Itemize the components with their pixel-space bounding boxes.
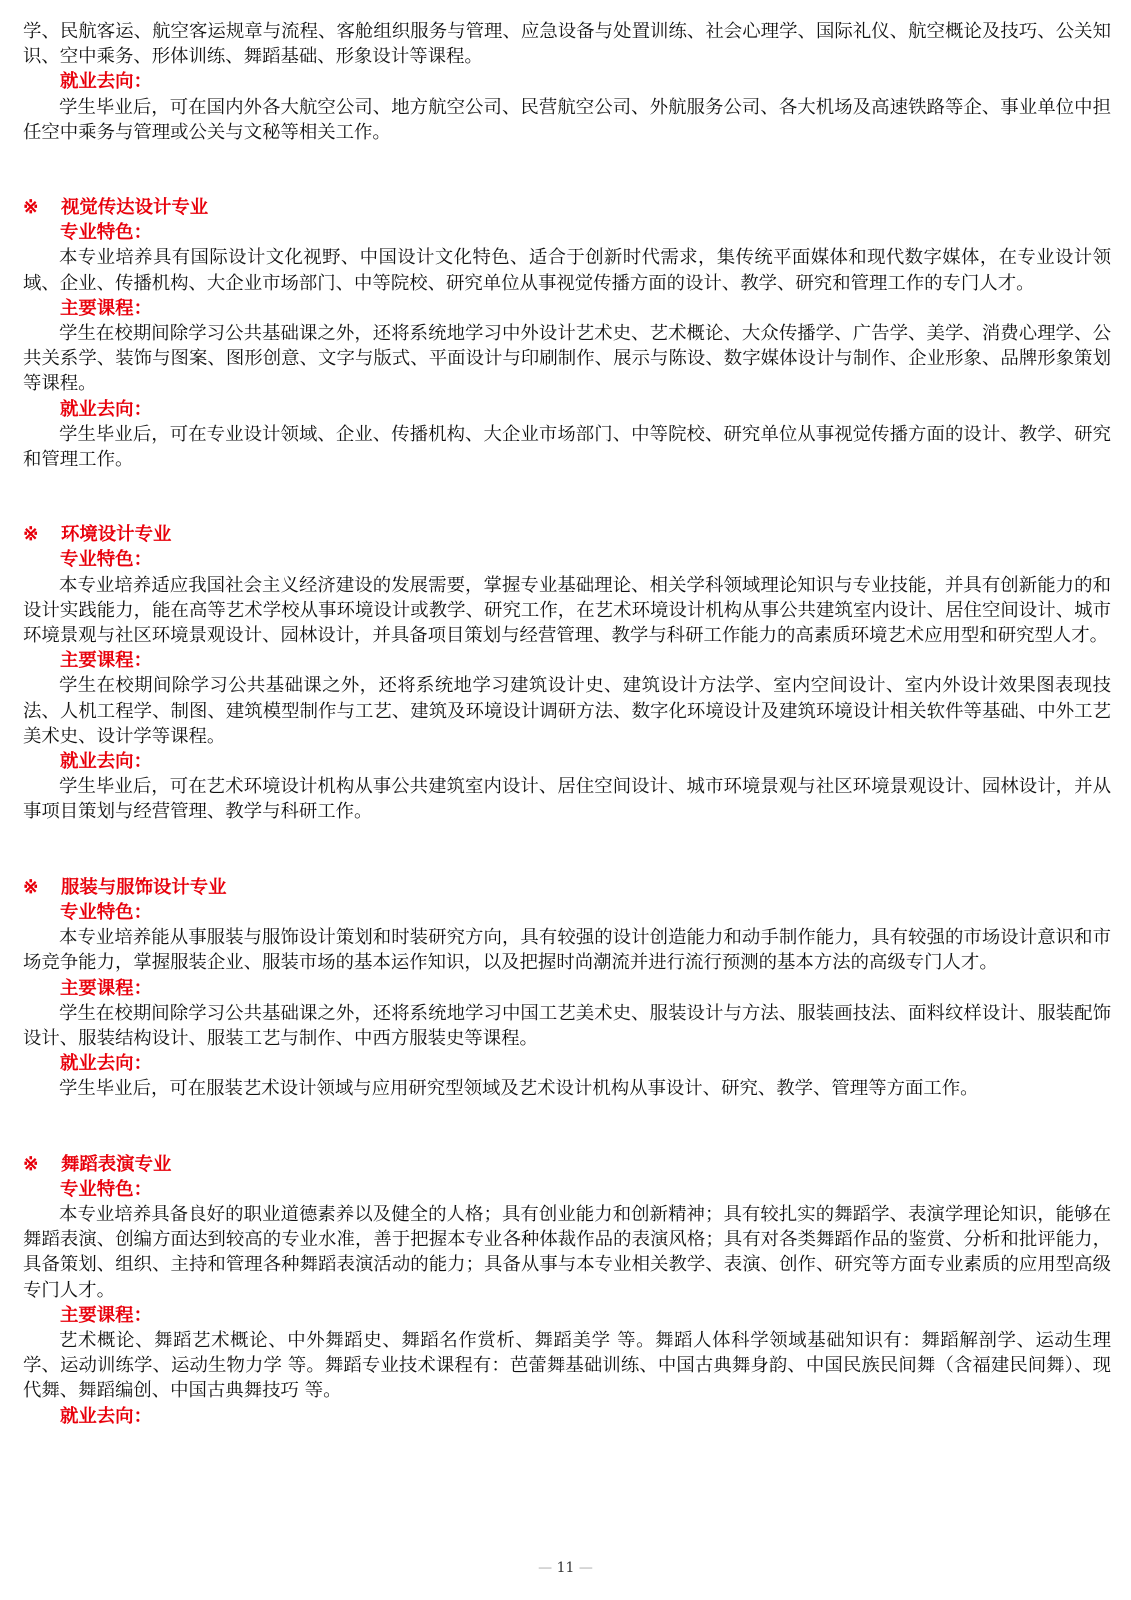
page-footer: [0, 1560, 1131, 1576]
section-environmental-design: [23, 522, 1111, 824]
section-gap: [23, 145, 1111, 195]
employment-label: 就业去向：: [60, 751, 152, 773]
section-visual-communication-design: [23, 195, 1111, 472]
employment-label: 就业去向：: [60, 1053, 152, 1075]
employment-text: 学生毕业后，可在国内外各大航空公司、地方航空公司、民营航空公司、外航服务公司、各大机场及高速铁路等企、事业单位中担任空中乘务与管理或公关与文秘等相关工作。: [23, 96, 1111, 143]
section-gap: [23, 1102, 1111, 1152]
section-title: [23, 522, 1111, 547]
courses-text: 学生在校期间除学习公共基础课之外，还将系统地学习建筑设计史、建筑设计方法学、室内空间设计、室内外设计效果图表现技法、人机工程学、制图、建筑模型制作与工艺、建筑及环境设计调研方法、数字化环境设计及建筑环境设计相关软件等基础、中外工艺美术史、设计学等课程。: [23, 675, 1111, 747]
employment-label: 就业去向：: [60, 71, 152, 93]
employment-label: 就业去向：: [60, 1405, 152, 1427]
section-title: [23, 195, 1111, 220]
courses-label: 主要课程：: [60, 297, 152, 319]
feature-text: 本专业培养具有国际设计文化视野、中国设计文化特色、适合于创新时代需求，集传统平面媒体和现代数字媒体，在专业设计领域、企业、传播机构、大企业市场部门、中等院校、研究单位从事视觉传播方面的设计、教学、研究和管理工作的专门人才。: [23, 247, 1111, 294]
section-gap: [23, 472, 1111, 522]
courses-text: 艺术概论、舞蹈艺术概论、中外舞蹈史、舞蹈名作赏析、舞蹈美学 等。舞蹈人体科学领域基础知识有：舞蹈解剖学、运动生理学、运动训练学、运动生物力学 等。舞蹈专业技术课程有：芭蕾舞基础训练、中国古典舞身韵、中国民族民间舞（含福建民间舞）、现代舞、舞蹈编创、中国古典舞技巧 等。: [23, 1329, 1111, 1402]
page-number: 11: [556, 1560, 575, 1576]
footer-dash-left: —: [538, 1560, 553, 1576]
document-page: [23, 19, 1111, 1429]
reference-mark: ※: [23, 197, 39, 219]
section-title-text: 环境设计专业: [61, 524, 172, 546]
feature-label: 专业特色：: [60, 901, 152, 923]
courses-text: 学生在校期间除学习公共基础课之外，还将系统地学习中外设计艺术史、艺术概论、大众传播学、广告学、美学、消费心理学、公共关系学、装饰与图案、图形创意、文字与版式、平面设计与印刷制作、展示与陈设、数字媒体设计与制作、企业形象、品牌形象策划等课程。: [23, 323, 1111, 395]
employment-label: 就业去向：: [60, 398, 152, 420]
section-title: [23, 875, 1111, 900]
employment-text: 学生毕业后，可在专业设计领域、企业、传播机构、大企业市场部门、中等院校、研究单位从事视觉传播方面的设计、教学、研究和管理工作。: [23, 423, 1111, 471]
section-dance-performance: [23, 1152, 1111, 1429]
feature-text: 本专业培养具备良好的职业道德素养以及健全的人格；具有创业能力和创新精神；具有较扎实的舞蹈学、表演学理论知识，能够在舞蹈表演、创编方面达到较高的专业水准，善于把握本专业各种体裁作品的表演风格；具有对各类舞蹈作品的鉴赏、分析和批评能力，具备策划、组织、主持和管理各种舞蹈表演活动的能力；具备从事与本专业相关教学、表演、创作、研究等方面专业素质的应用型高级专门人才。: [23, 1203, 1111, 1301]
feature-text: 本专业培养能从事服装与服饰设计策划和时装研究方向，具有较强的设计创造能力和动手制作能力，具有较强的市场设计意识和市场竞争能力，掌握服装企业、服装市场的基本运作知识，以及把握时尚潮流并进行流行预测的基本方法的高级专门人才。: [23, 927, 1111, 974]
feature-label: 专业特色：: [60, 222, 152, 244]
feature-label: 专业特色：: [60, 549, 152, 571]
employment-text: 学生毕业后，可在服装艺术设计领域与应用研究型领域及艺术设计机构从事设计、研究、教学、管理等方面工作。: [59, 1078, 979, 1100]
section-title-text: 服装与服饰设计专业: [61, 876, 227, 898]
courses-text: 学生在校期间除学习公共基础课之外，还将系统地学习中国工艺美术史、服装设计与方法、服装画技法、面料纹样设计、服装配饰设计、服装结构设计、服装工艺与制作、中西方服装史等课程。: [23, 1002, 1111, 1049]
section-title-text: 视觉传达设计专业: [61, 197, 209, 219]
section-title: [23, 1152, 1111, 1177]
courses-continuation: 学、民航客运、航空客运规章与流程、客舱组织服务与管理、应急设备与处置训练、社会心理学、国际礼仪、航空概论及技巧、公关知识、空中乘务、形体训练、舞蹈基础、形象设计等课程。: [23, 21, 1111, 68]
section-fashion-design: [23, 875, 1111, 1102]
employment-text: 学生毕业后，可在艺术环境设计机构从事公共建筑室内设计、居住空间设计、城市环境景观与社区环境景观设计、园林设计，并从事项目策划与经营管理、教学与科研工作。: [23, 776, 1111, 823]
courses-label: 主要课程：: [60, 650, 152, 672]
feature-label: 专业特色：: [60, 1178, 152, 1200]
reference-mark: ※: [23, 876, 39, 898]
reference-mark: ※: [23, 524, 39, 546]
courses-label: 主要课程：: [60, 1304, 152, 1326]
reference-mark: ※: [23, 1153, 39, 1175]
section-title-text: 舞蹈表演专业: [61, 1153, 172, 1175]
footer-dash-right: —: [578, 1560, 593, 1576]
feature-text: 本专业培养适应我国社会主义经济建设的发展需要，掌握专业基础理论、相关学科领域理论知识与专业技能，并具有创新能力的和设计实践能力，能在高等艺术学校从事环境设计或教学、研究工作，在艺术环境设计机构从事公共建筑室内设计、居住空间设计、城市环境景观与社区环境景观设计、园林设计，并具备项目策划与经营管理、教学与科研工作能力的高素质环境艺术应用型和研究型人才。: [23, 574, 1111, 647]
courses-label: 主要课程：: [60, 977, 152, 999]
section-gap: [23, 825, 1111, 875]
